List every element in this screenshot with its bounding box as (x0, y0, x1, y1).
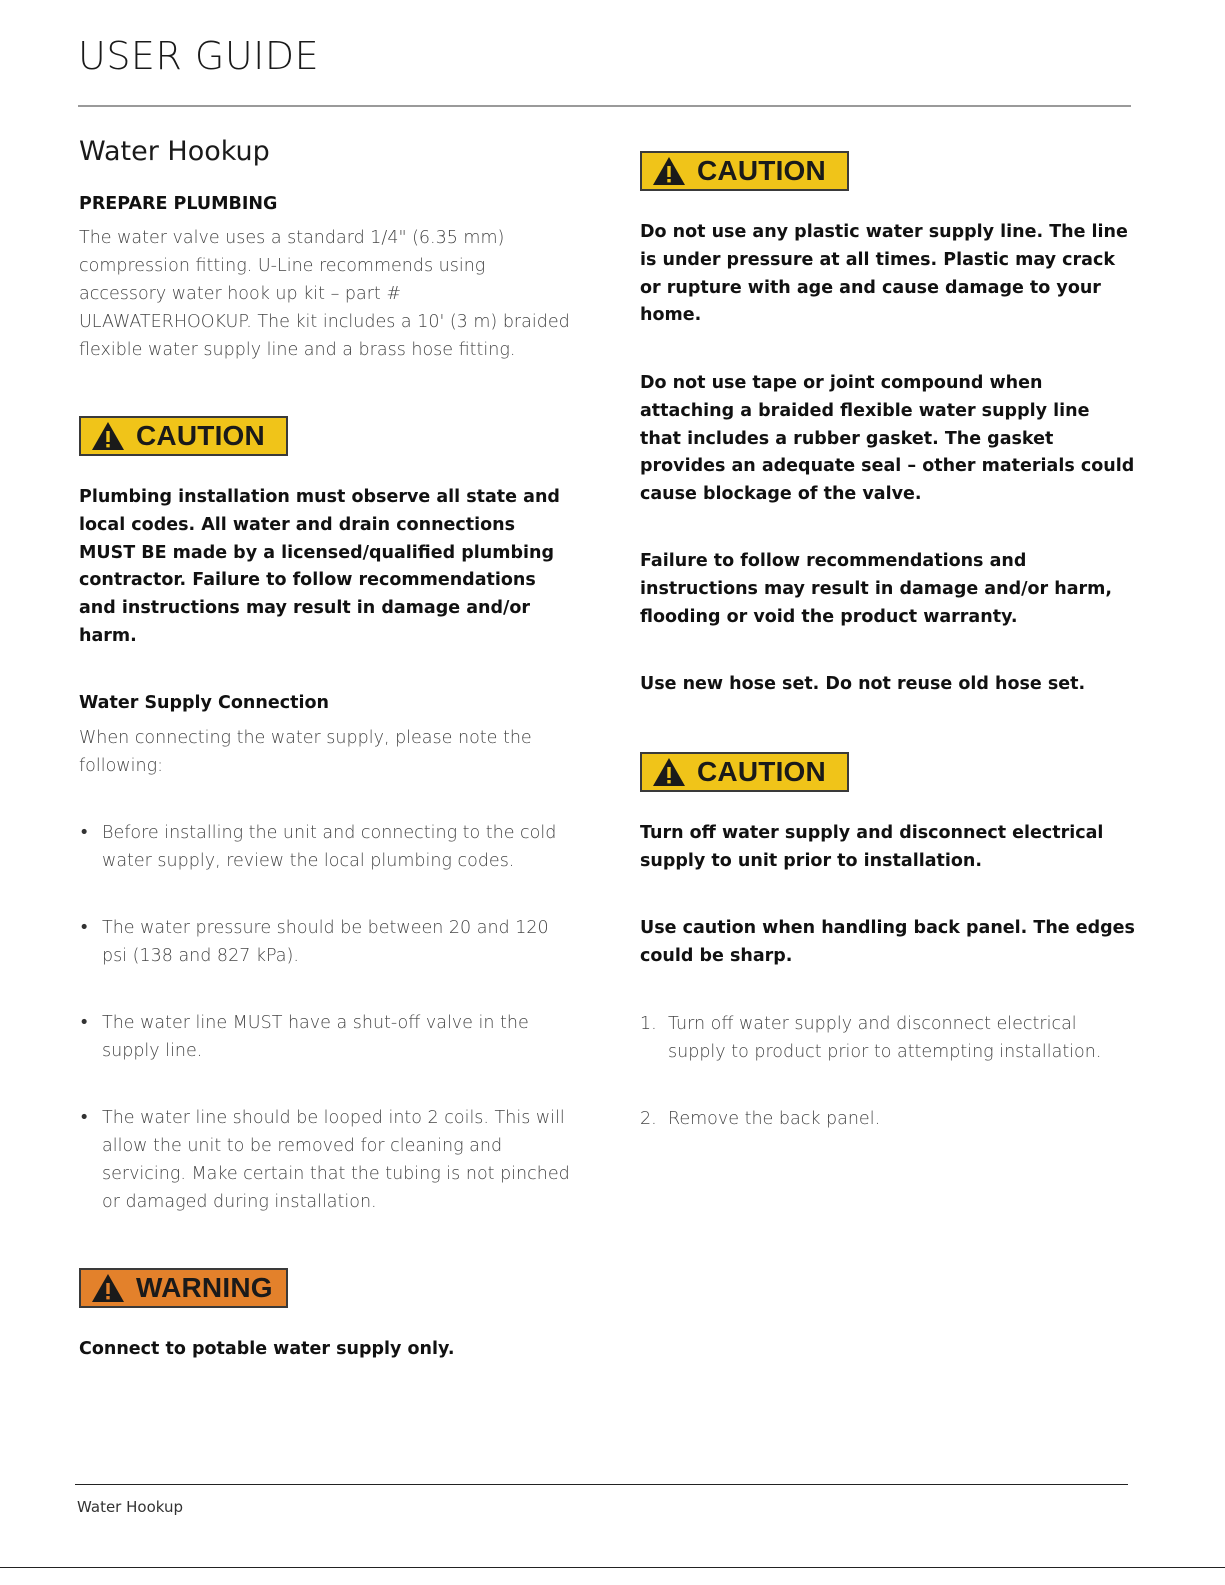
water-supply-heading: Water Supply Connection (79, 693, 329, 713)
caution-label: CAUTION (697, 155, 826, 186)
step-number: 2. (640, 1109, 657, 1129)
bullet-text: The water pressure should be between 20 and 120 psi (138 and 827 kPa). (102, 918, 549, 966)
caution-paragraph: Turn off water supply and disconnect electrical supply to unit prior to installation. (640, 823, 1104, 871)
bullet-icon: • (79, 1108, 90, 1128)
step-text: Turn off water supply and disconnect electrical supply to product prior to attempting installation. (668, 1014, 1102, 1062)
bullet-text: Before installing the unit and connecting to the cold water supply, review the local plumbing codes. (102, 823, 557, 871)
bullet-icon: • (79, 1013, 90, 1033)
section-heading: Water Hookup (79, 136, 270, 167)
bullet-icon: • (79, 823, 90, 843)
bullet-icon: • (79, 918, 90, 938)
prepare-plumbing-heading: PREPARE PLUMBING (79, 194, 278, 214)
caution-badge (640, 151, 849, 191)
warning-triangle-icon (91, 421, 125, 451)
caution-text: Plumbing installation must observe all state and local codes. All water and drain connections MUST BE made by a licensed/qualified plumbing contractor. Failure to follow recommendations and instructions may result in damage and/or harm. (79, 487, 560, 646)
caution-badge (79, 416, 288, 456)
page-title: USER GUIDE (78, 34, 320, 78)
warning-triangle-icon (91, 1273, 125, 1303)
bullet-text: The water line should be looped into 2 coils. This will allow the unit to be removed for cleaning and servicing. Make certain that the tubing is not pinched or damaged during installation. (102, 1108, 570, 1212)
warning-triangle-icon (652, 156, 686, 186)
caution-paragraph: Do not use any plastic water supply line. The line is under pressure at all times. Plastic may crack or rupture with age and cause damage to your home. (640, 222, 1128, 326)
warning-text: Connect to potable water supply only. (79, 1339, 455, 1359)
prepare-plumbing-text: The water valve uses a standard 1/4" (6.35 mm) compression fitting. U-Line recommends using accessory water hook up kit – part # ULAWATERHOOKUP. The kit includes a 10' (3 m) braided flexible water supply line and a brass hose fitting. (79, 228, 570, 360)
warning-badge (79, 1268, 288, 1308)
caution-paragraph: Failure to follow recommendations and instructions may result in damage and/or harm, flooding or void the product warranty. (640, 551, 1113, 627)
caution-label: CAUTION (697, 756, 826, 787)
caution-label: CAUTION (136, 420, 265, 451)
water-supply-intro: When connecting the water supply, please note the following: (79, 728, 532, 776)
caution-paragraph: Use new hose set. Do not reuse old hose set. (640, 674, 1086, 694)
page-bottom-border (0, 1567, 1225, 1568)
footer-divider (75, 1484, 1128, 1485)
footer-section-label: Water Hookup (77, 1498, 183, 1516)
step-text: Remove the back panel. (668, 1109, 881, 1129)
warning-triangle-icon (652, 757, 686, 787)
header-divider (78, 105, 1131, 107)
caution-badge (640, 752, 849, 792)
caution-paragraph: Do not use tape or joint compound when attaching a braided flexible water supply line that includes a rubber gasket. The gasket provides an adequate seal – other materials could cause blockage of the valve. (640, 373, 1135, 505)
bullet-text: The water line MUST have a shut-off valve in the supply line. (102, 1013, 529, 1061)
warning-label: WARNING (136, 1272, 273, 1303)
caution-paragraph: Use caution when handling back panel. The edges could be sharp. (640, 918, 1135, 966)
step-number: 1. (640, 1014, 657, 1034)
